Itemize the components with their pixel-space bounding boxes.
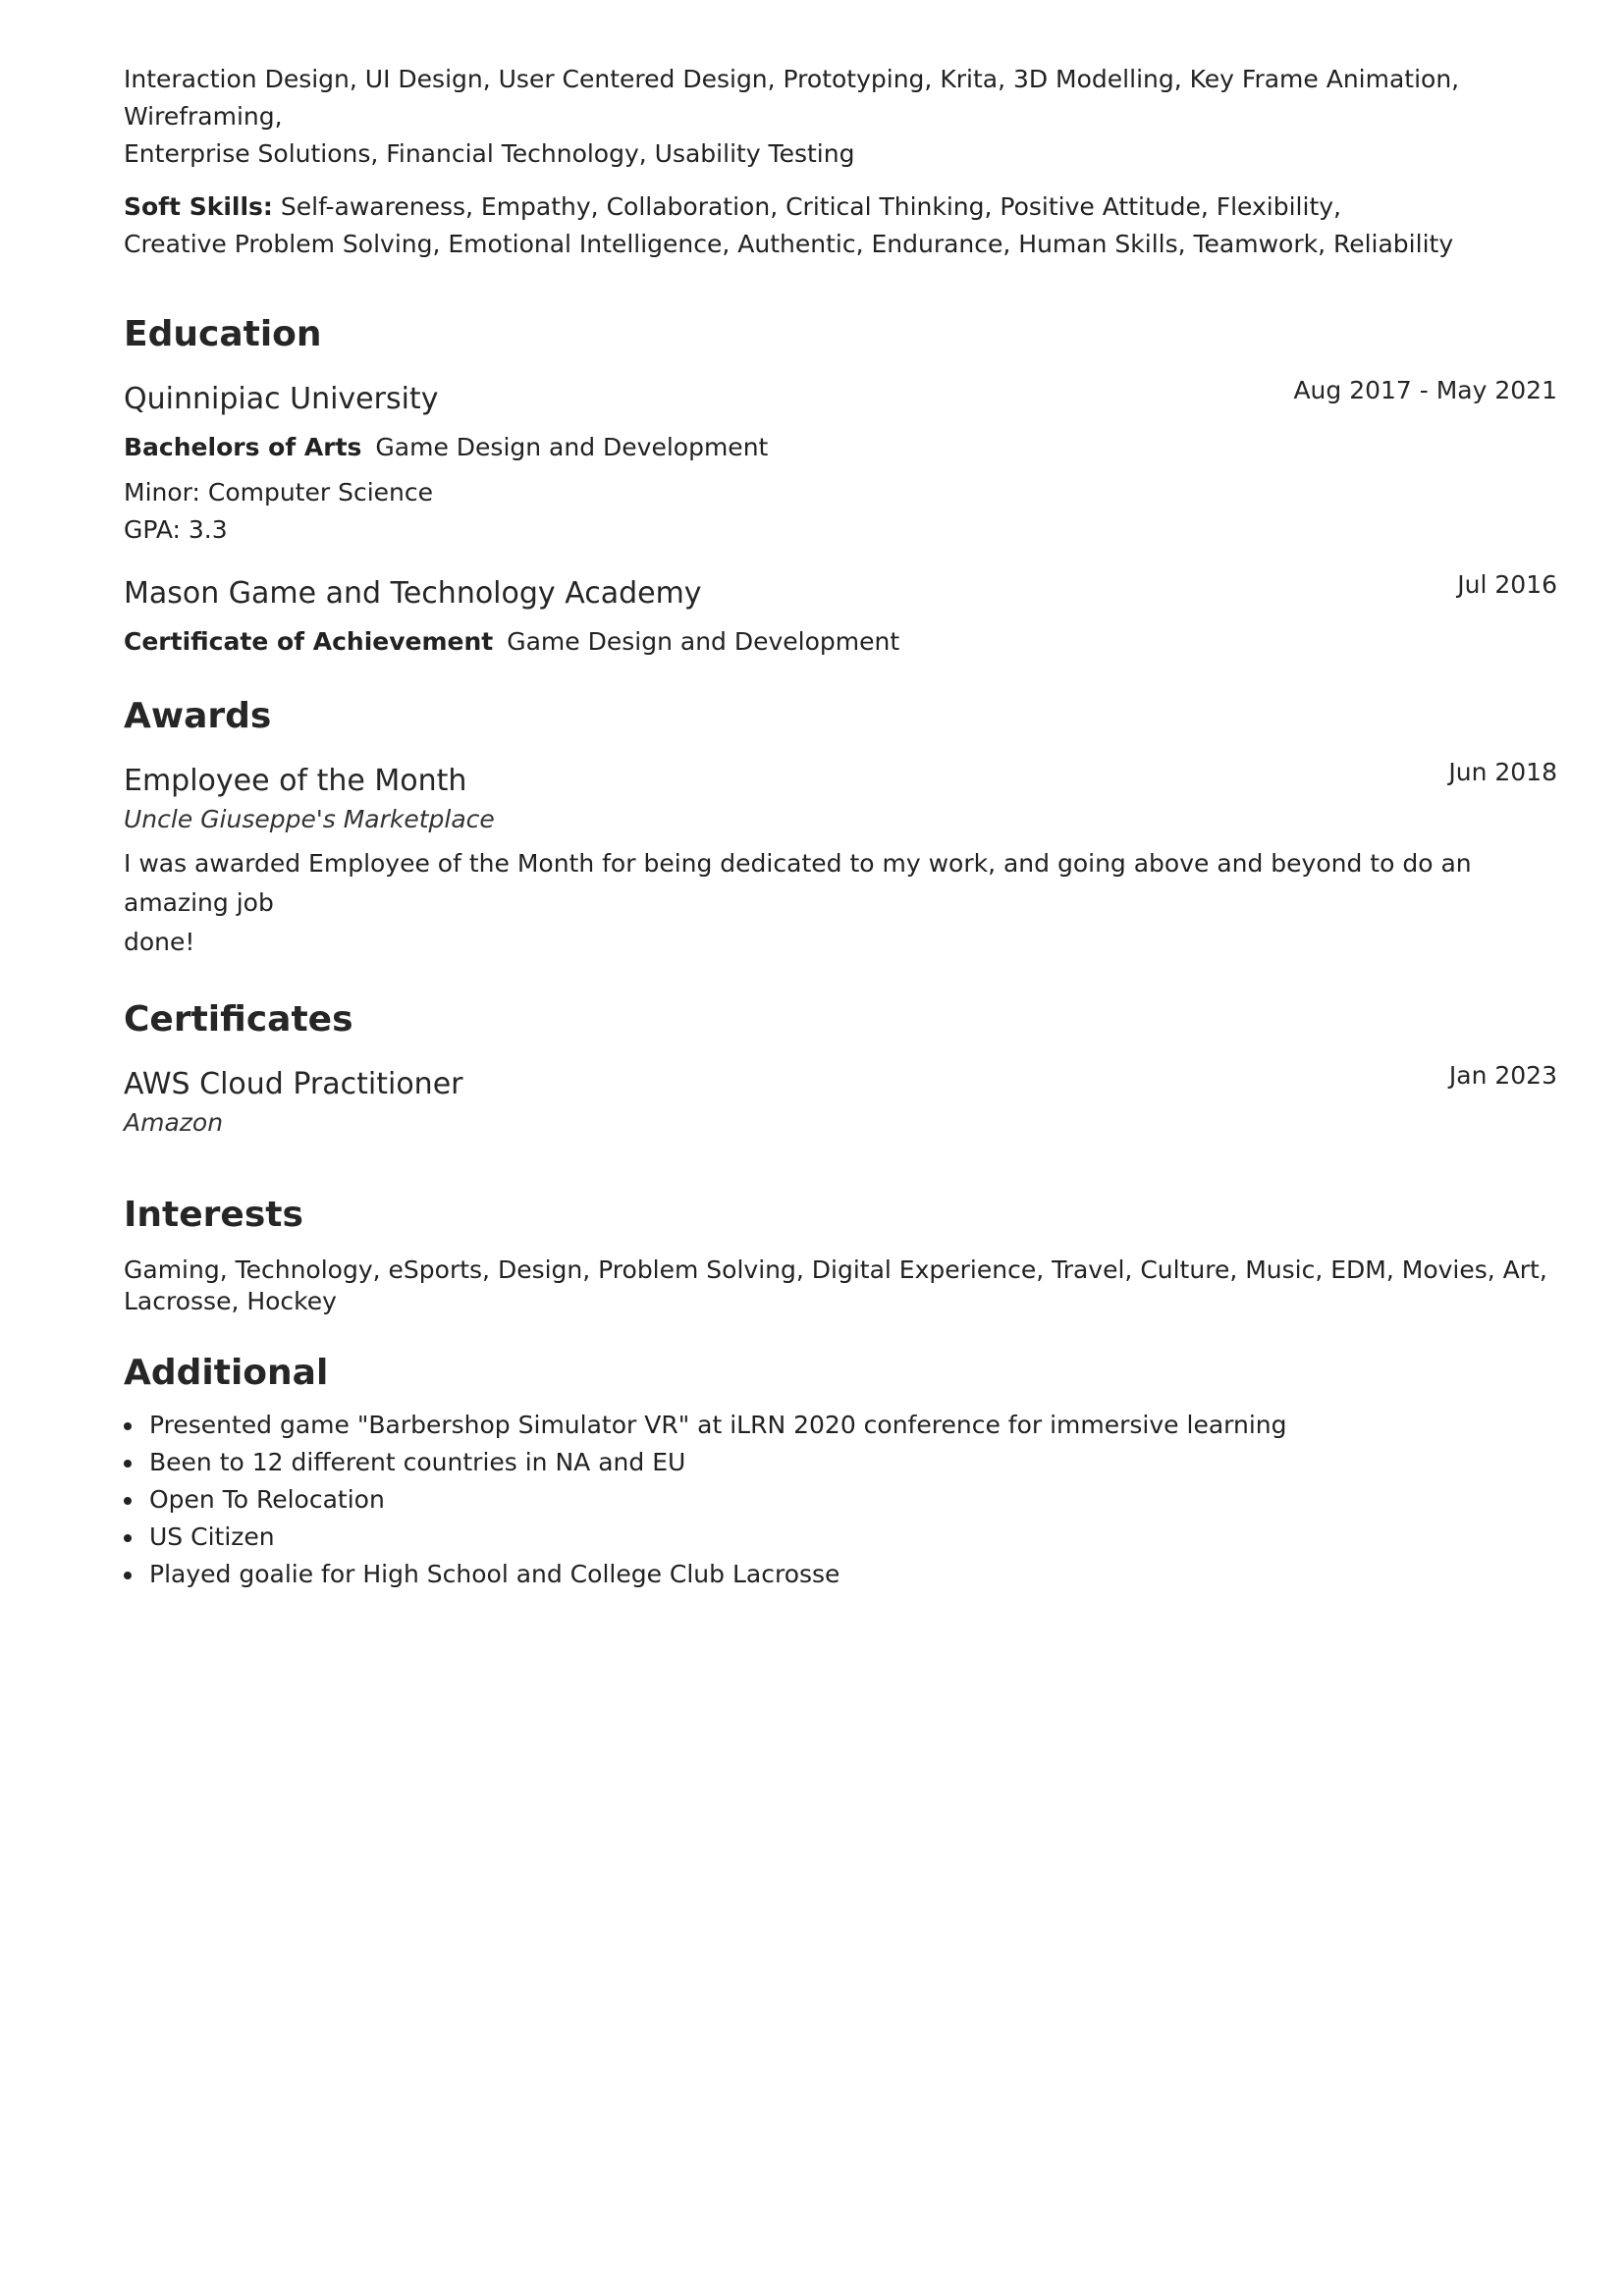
school-name: Mason Game and Technology Academy	[124, 576, 702, 611]
award-name: Employee of the Month	[124, 764, 467, 798]
bullet-icon	[124, 1460, 132, 1468]
degree-label: Certificate of Achievement	[124, 627, 494, 656]
interests-line-1: Gaming, Technology, eSports, Design, Problem Solving, Digital Experience, Travel, Culture, Music, EDM, Movies, Art,	[124, 1255, 1547, 1284]
additional-item	[149, 1556, 1557, 1593]
additional-item-text: Open To Relocation	[149, 1485, 385, 1514]
additional-item	[149, 1407, 1557, 1444]
education-title: Education	[124, 314, 322, 354]
certificate-name: AWS Cloud Practitioner	[124, 1067, 463, 1101]
award-date: Jun 2018	[1448, 758, 1557, 786]
degree-line	[124, 429, 1557, 466]
hard-skills-line-2: Enterprise Solutions, Financial Technology, Usability Testing	[124, 139, 855, 168]
additional-item-text: US Citizen	[149, 1522, 275, 1551]
education-date: Aug 2017 - May 2021	[1293, 376, 1557, 404]
hard-skills-line-1: Interaction Design, UI Design, User Centered Design, Prototyping, Krita, 3D Modelling, Key Frame Animation, Wireframing,	[124, 65, 1460, 131]
additional-item	[149, 1444, 1557, 1481]
school-name: Quinnipiac University	[124, 382, 439, 416]
degree-field: Game Design and Development	[375, 433, 769, 461]
interests-line-2: Lacrosse, Hockey	[124, 1287, 337, 1315]
education-date: Jul 2016	[1457, 570, 1557, 599]
awards-title: Awards	[124, 696, 272, 736]
award-description-line-2: done!	[124, 928, 195, 956]
gpa-line: GPA: 3.3	[124, 515, 228, 544]
additional-title: Additional	[124, 1353, 329, 1393]
certificates-title: Certificates	[124, 999, 353, 1040]
additional-item	[149, 1481, 1557, 1519]
education-entry	[124, 376, 1557, 549]
bullet-icon	[124, 1572, 132, 1579]
certificate-date: Jan 2023	[1448, 1061, 1557, 1090]
additional-item-text: Been to 12 different countries in NA and EU	[149, 1448, 686, 1476]
additional-section	[124, 1353, 1557, 1593]
interests-title: Interests	[124, 1195, 303, 1235]
soft-skills-line-1	[124, 188, 1557, 226]
award-description-line-1: I was awarded Employee of the Month for being dedicated to my work, and going above and beyond to do an amazing job	[124, 849, 1472, 917]
award-entry	[124, 758, 1557, 962]
education-section	[124, 314, 1557, 661]
awards-section	[124, 696, 1557, 962]
soft-skills-label: Soft Skills:	[124, 192, 273, 221]
additional-item-text: Played goalie for High School and College Club Lacrosse	[149, 1560, 840, 1588]
degree-label: Bachelors of Arts	[124, 433, 362, 461]
bullet-icon	[124, 1497, 132, 1505]
education-entry	[124, 570, 1557, 661]
soft-skills-line-2: Creative Problem Solving, Emotional Intelligence, Authentic, Endurance, Human Skills, Teamwork, Reliability	[124, 230, 1454, 258]
award-issuer: Uncle Giuseppe's Marketplace	[124, 805, 495, 833]
bullet-icon	[124, 1422, 132, 1430]
bullet-icon	[124, 1534, 132, 1542]
interests-section	[124, 1195, 1557, 1317]
certificates-section	[124, 999, 1557, 1142]
additional-item-text: Presented game "Barbershop Simulator VR" at iLRN 2020 conference for immersive learning	[149, 1411, 1287, 1439]
soft-skills-text-1: Self-awareness, Empathy, Collaboration, Critical Thinking, Positive Attitude, Flexibility,	[272, 192, 1341, 221]
resume-page	[124, 61, 1557, 1593]
certificate-entry	[124, 1061, 1557, 1142]
degree-line	[124, 623, 1557, 661]
skills-block	[124, 61, 1557, 263]
certificate-issuer: Amazon	[124, 1108, 224, 1137]
minor-line: Minor: Computer Science	[124, 478, 434, 507]
soft-skills	[124, 188, 1557, 263]
additional-item	[149, 1519, 1557, 1556]
degree-field: Game Design and Development	[507, 627, 900, 656]
additional-list	[124, 1407, 1557, 1593]
